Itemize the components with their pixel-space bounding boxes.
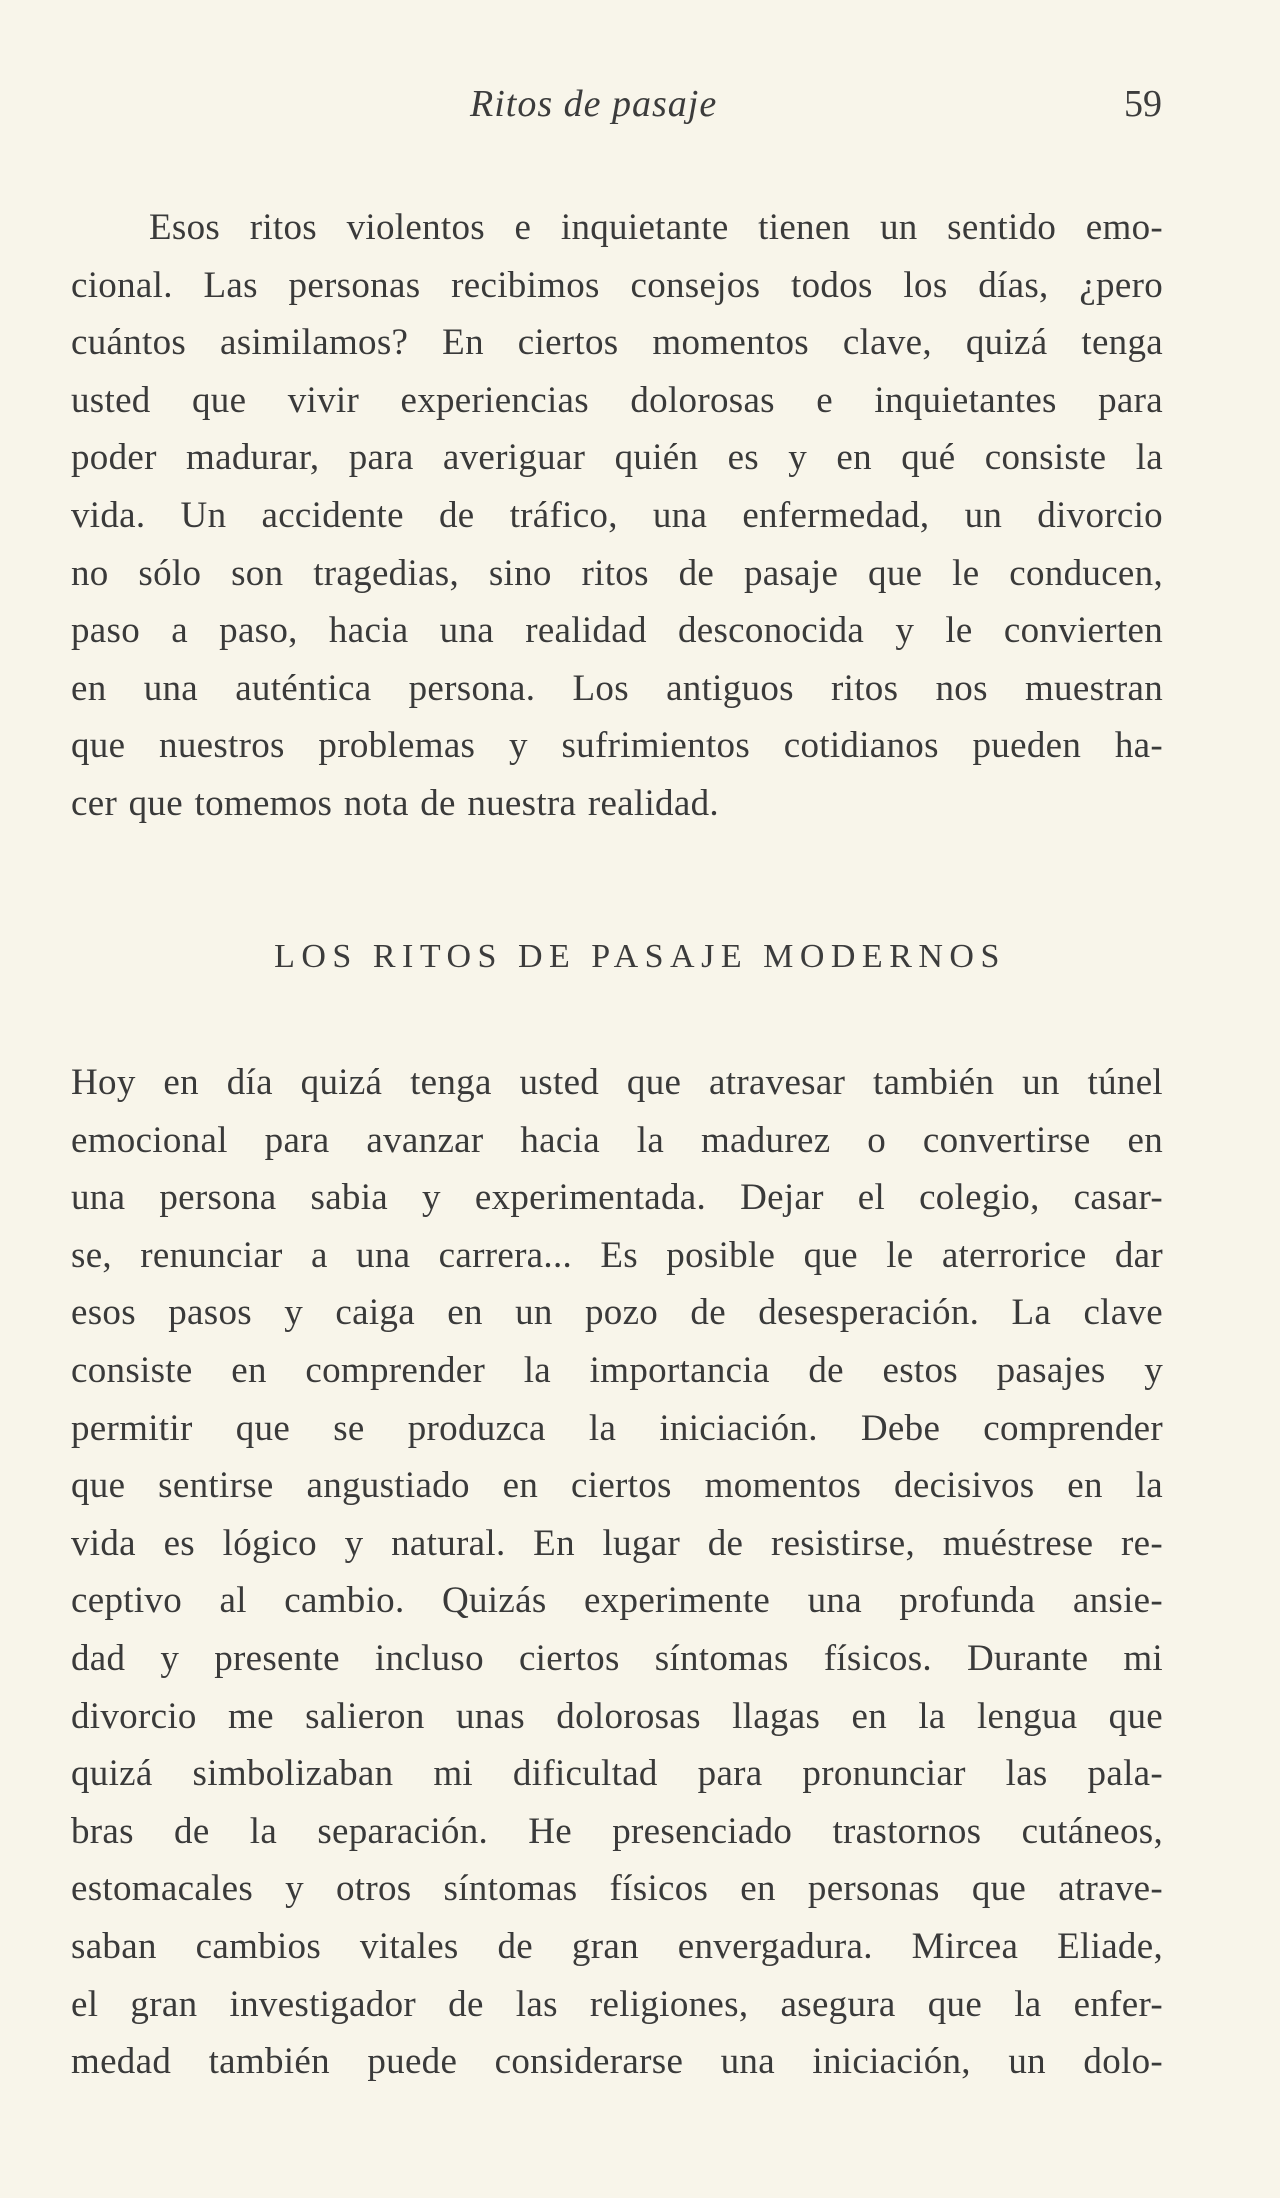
text-line: que sentirse angustiado en ciertos momentos decisivos en la: [71, 1465, 1163, 1507]
text-line: saban cambios vitales de gran envergadura. Mircea Eliade,: [71, 1925, 1163, 1967]
text-line: no sólo son tragedias, sino ritos de pasaje que le conducen,: [71, 552, 1163, 594]
page-header: [0, 82, 1280, 142]
text-line: cional. Las personas recibimos consejos todos los días, ¿pero: [71, 264, 1163, 306]
text-line: cer que tomemos nota de nuestra realidad.: [71, 782, 719, 824]
text-line: el gran investigador de las religiones, asegura que la enfer-: [71, 1983, 1163, 2025]
paragraph-1: [71, 199, 1163, 833]
text-line: emocional para avanzar hacia la madurez o convertirse en: [71, 1119, 1163, 1161]
text-line: poder madurar, para averiguar quién es y en qué consiste la: [71, 437, 1163, 479]
text-line: quizá simbolizaban mi dificultad para pronunciar las pala-: [71, 1753, 1163, 1795]
text-line: una persona sabia y experimentada. Dejar el colegio, casar-: [71, 1177, 1163, 1219]
text-line: medad también puede considerarse una iniciación, un dolo-: [71, 2041, 1163, 2083]
paragraph-2: [71, 1054, 1163, 2091]
text-line: vida es lógico y natural. En lugar de resistirse, muéstrese re-: [71, 1522, 1163, 1564]
text-line: que nuestros problemas y sufrimientos cotidianos pueden ha-: [71, 725, 1163, 767]
section-heading: LOS RITOS DE PASAJE MODERNOS: [274, 938, 1006, 975]
text-line: en una auténtica persona. Los antiguos ritos nos muestran: [71, 667, 1163, 709]
text-line: esos pasos y caiga en un pozo de desesperación. La clave: [71, 1292, 1163, 1334]
text-line: se, renunciar a una carrera... Es posible que le aterrorice dar: [71, 1234, 1163, 1276]
text-line: Esos ritos violentos e inquietante tienen un sentido emo-: [149, 207, 1163, 248]
text-line: cuántos asimilamos? En ciertos momentos clave, quizá tenga: [71, 322, 1163, 364]
text-line: usted que vivir experiencias dolorosas e inquietantes para: [71, 379, 1163, 421]
text-line: divorcio me salieron unas dolorosas llagas en la lengua que: [71, 1695, 1163, 1737]
text-line: permitir que se produzca la iniciación. Debe comprender: [71, 1407, 1163, 1449]
text-line: Hoy en día quizá tenga usted que atravesar también un túnel: [71, 1062, 1163, 1103]
text-line: estomacales y otros síntomas físicos en personas que atrave-: [71, 1868, 1163, 1910]
text-line: ceptivo al cambio. Quizás experimente una profunda ansie-: [71, 1580, 1163, 1622]
text-line: paso a paso, hacia una realidad desconocida y le convierten: [71, 610, 1163, 652]
text-line: consiste en comprender la importancia de estos pasajes y: [71, 1349, 1163, 1391]
page-number: 59: [1124, 83, 1162, 125]
running-title: Ritos de pasaje: [470, 83, 718, 125]
text-line: vida. Un accidente de tráfico, una enfermedad, un divorcio: [71, 494, 1163, 536]
text-line: bras de la separación. He presenciado trastornos cutáneos,: [71, 1810, 1163, 1852]
text-line: dad y presente incluso ciertos síntomas físicos. Durante mi: [71, 1637, 1163, 1679]
